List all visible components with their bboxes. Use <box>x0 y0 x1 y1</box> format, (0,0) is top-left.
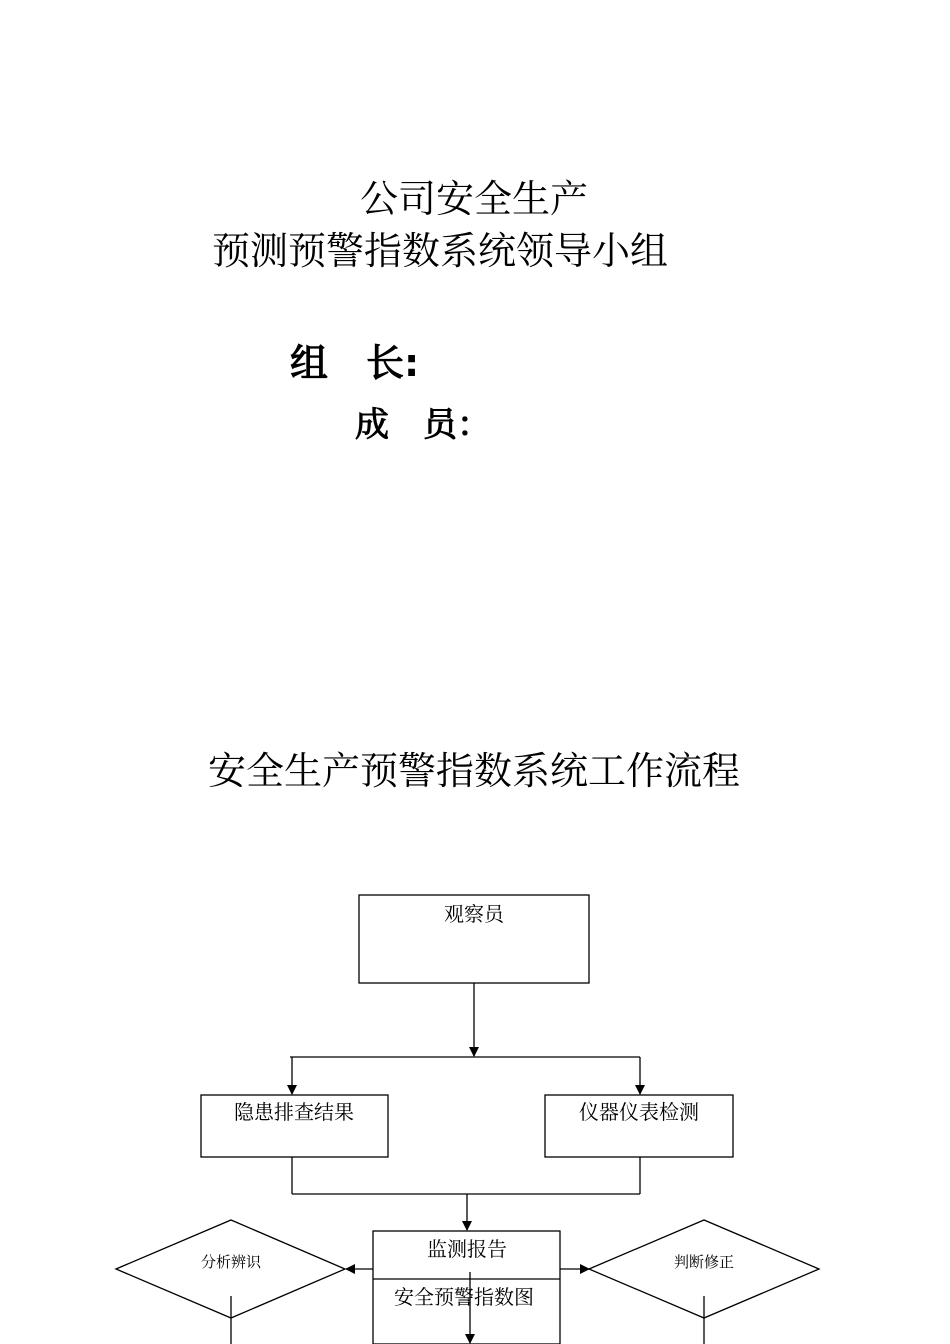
observer-label: 观察员 <box>444 902 504 926</box>
monitoring-report-label: 监测报告 <box>427 1237 507 1261</box>
members-label: 成 员： <box>355 405 491 445</box>
judgment-label: 判断修正 <box>673 1253 735 1271</box>
title-line-1: 公司安全生产 <box>360 177 589 221</box>
hazard-results-label: 隐患排查结果 <box>234 1100 354 1124</box>
leader-label: 组 长: <box>290 341 420 385</box>
instrument-detection-label: 仪器仪表检测 <box>579 1100 699 1124</box>
analysis-label: 分析辨识 <box>200 1253 262 1271</box>
title-line-2: 预测预警指数系统领导小组 <box>212 229 669 273</box>
warning-index-chart-label: 安全预警指数图 <box>394 1285 534 1309</box>
flow-title: 安全生产预警指数系统工作流程 <box>208 749 741 793</box>
